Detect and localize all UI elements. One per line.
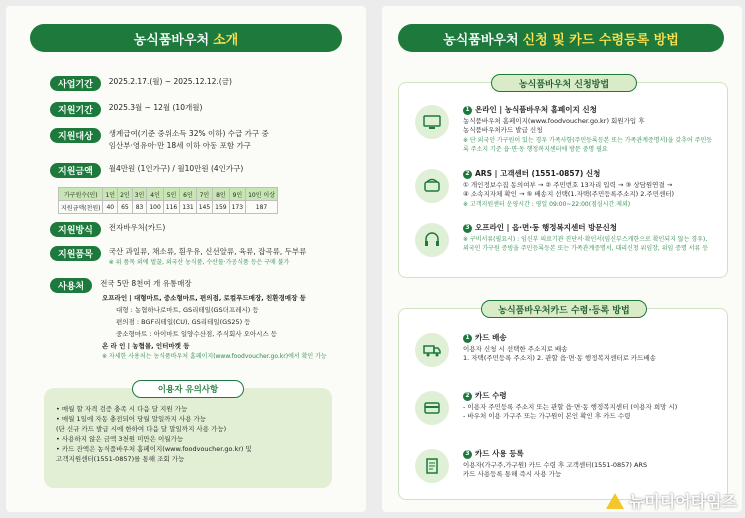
table-row: 지원금액(천원) 40 65 83 100 116 131 145 159 173 187 xyxy=(59,201,278,214)
howto-title: 농식품바우처 신청 및 카드 수령등록 방법 xyxy=(398,24,724,52)
amount-table xyxy=(58,187,278,214)
card-box xyxy=(398,305,728,500)
truck-icon xyxy=(415,333,449,367)
venue-list: 오프라인 | 대형마트, 중소형마트, 편의점, 로컬푸드매장, 친환경매장 등 대형 : 농협하나로마트, GS리테일(GS더프레시) 등 편의점 : BGF리테일(CU), GS리테일(GS25) 등 중소형마트 : 아이마트 일양수산점, 주식회사 오아시스 등 온 라 인 | 농협몰, 인터마켓 등 ※ 자세한 사용처는 농식품바우처 홈페이지(www.foodvoucher.go.kr)에서 확인 가능 xyxy=(102,294,327,360)
watermark: 뉴미디어타임즈 xyxy=(606,489,737,512)
card-icon xyxy=(415,391,449,425)
section-venues: 사용처 전국 5만 8천여 개 유통매장 xyxy=(50,278,192,293)
apply-box xyxy=(398,79,728,278)
apply-title: 농식품바우처 신청방법 xyxy=(491,74,637,92)
apply-step-ars: 2 ARS | 고객센터 (1551-0857) 신청 ① 개인정보수집 동의여부 → ② 주민번호 13자리 입력 → ③ 상담원연결 → ④ 소속지자체 확인 → ⑤ 배송지 선택(1.자택(주민등록주소지) 2.주민센터) ※ 고객지원센터 운영시간 : 평일 09:00~22:00(점심시간 제외) xyxy=(415,169,674,209)
card-step-register: 3 카드 사용 등록 이용자(가구주,가구원) 카드 수령 후 고객센터(1551-0857) ARS 카드 사용등록 통해 즉시 사용 가능 xyxy=(415,449,647,483)
list-item: 고객지원센터(1551-0857)를 통해 조회 가능 xyxy=(56,455,185,463)
list-item: (단 신규 카드 발급 시에 한하여 다음 달 말일까지 사용 가능) xyxy=(56,425,227,433)
list-item: • 매월 1일에 자동 충전되어 당월 말일까지 사용 가능 xyxy=(56,415,207,423)
apply-step-online: 1 온라인 | 농식품바우처 홈페이지 신청 농식품바우처 홈페이지(www.foodvoucher.go.kr) 회원가입 후 농식품바우처카드 발급 신청 ※ 단 외국인 가구원이 있는 경우 가족사항(주민등록등본 또는 가족관계증명서)을 갖추어 주민등록 주소지 기준 읍·면·동 행정복지센터에 방문 중명 필요 xyxy=(415,105,713,154)
section-method: 지원방식 전자바우처(카드) xyxy=(50,222,165,237)
intro-title: 농식품바우처 소개 xyxy=(30,24,342,52)
intro-panel xyxy=(6,6,366,512)
caution-box xyxy=(44,385,332,488)
document-icon xyxy=(415,449,449,483)
section-amount: 지원금액 월4만원 (1인가구) / 월10만원 (4인가구) xyxy=(50,163,243,178)
table-header-row: 가구원수(인) 1인 2인 3인 4인 5인 6인 7인 8인 9인 10인 이상 xyxy=(59,188,278,201)
card-step-receive: 2 카드 수령 - 이용자 주민등록 주소지 또는 관할 읍·면·동 행정복지센터 (이용자 희망 시) - 바우처 이용 가구주 또는 가구원이 본인 확인 후 카드 수령 xyxy=(415,391,677,425)
apply-step-offline: 3 오프라인 | 읍·면·동 행정복지센터 방문신청 ※ 구비서류(필요시) : 임신부 의료기관 진단서·확인서(임신부스캐한으로 확인되지 않는 경우), 외국인 가구원 증빙을 주민등록등본 또는 가족관계증명서, 대리신청 위임장, 위임 증명 서류 등 xyxy=(415,223,713,257)
list-item: • 카드 잔액은 농식품바우처 홈페이지(www.foodvoucher.go.kr) 및 xyxy=(56,445,252,453)
section-items: 지원품목 국산 과일류, 채소류, 흰우유, 신선알류, 육류, 잡곡류, 두부류 ※ 위 품목 외에 벌꿀, 외국산 농식품, 수산물·가공식품 등은 구매 불가 xyxy=(50,246,306,267)
section-target: 지원대상 생계급여(기준 중위소득 32% 이하) 수급 가구 중 임산부·영유아·만 18세 이하 아동 포함 가구 xyxy=(50,128,269,152)
caution-title: 이용자 유의사항 xyxy=(132,380,244,398)
caution-list xyxy=(56,404,252,464)
list-item: • 사용하지 않은 금액 3천원 미만은 이월가능 xyxy=(56,435,184,443)
section-period: 사업기간 2025.2.17.(월) ~ 2025.12.12.(금) xyxy=(50,76,232,91)
howto-panel xyxy=(382,6,742,512)
phone-icon xyxy=(415,169,449,203)
card-title: 농식품바우처카드 수령·등록 방법 xyxy=(481,300,647,318)
headset-icon xyxy=(415,223,449,257)
list-item: • 매월 할 자격 검증 충족 시 다음 달 지원 가능 xyxy=(56,405,188,413)
online-icon xyxy=(415,105,449,139)
card-step-delivery: 1 카드 배송 이용자 신청 시 선택한 주소지로 배송 1. 자택(주민등록 주소지) 2. 관할 읍·면·동 행정복지센터로 카드배송 xyxy=(415,333,656,367)
watermark-logo-icon xyxy=(606,493,624,509)
section-support-period: 지원기간 2025.3월 ~ 12월 (10개월) xyxy=(50,102,202,117)
